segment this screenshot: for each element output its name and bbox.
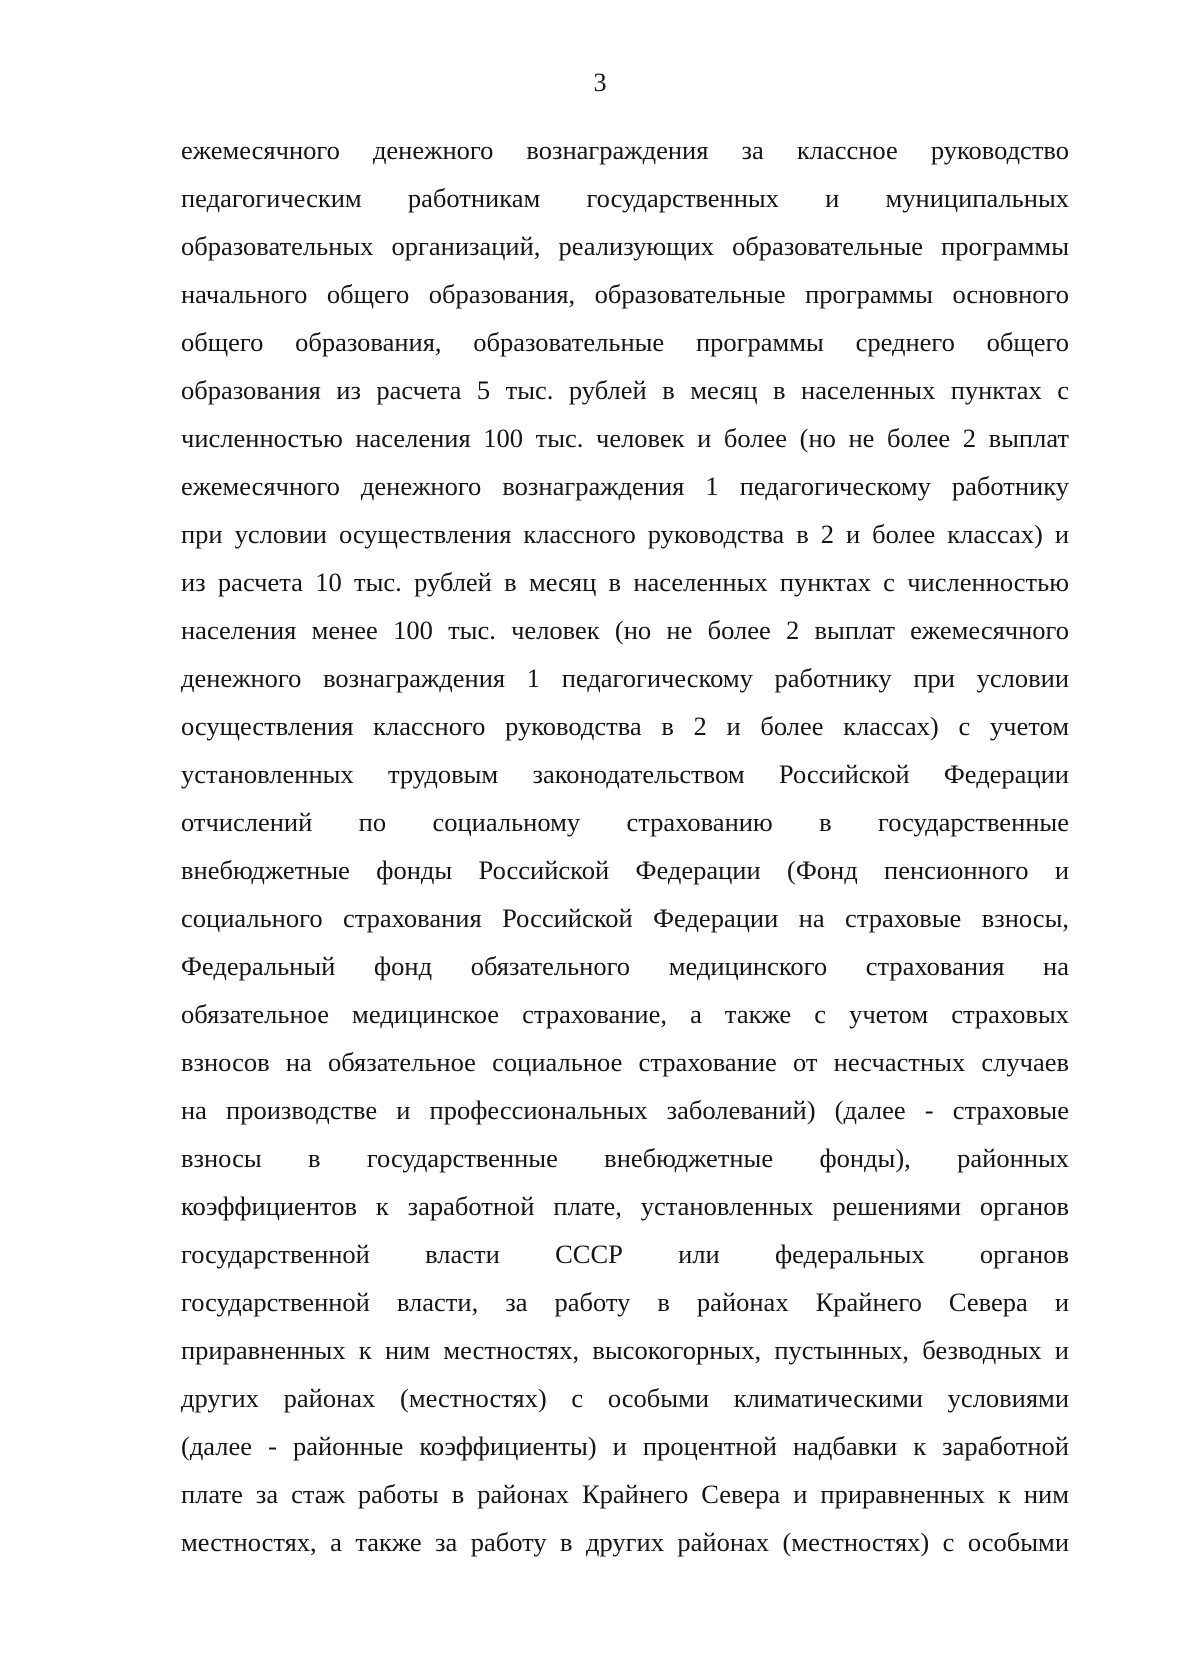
text-line: плате за стаж работы в районах Крайнего Севера и приравненных к ним <box>181 1479 1069 1509</box>
text-line: населения менее 100 тыс. человек (но не более 2 выплат ежемесячного <box>181 615 1069 645</box>
text-line: государственной власти, за работу в районах Крайнего Севера и <box>181 1287 1069 1317</box>
body-text <box>181 126 1069 1566</box>
text-line: обязательное медицинское страхование, а также с учетом страховых <box>181 999 1069 1029</box>
text-line: при условии осуществления классного руководства в 2 и более классах) и <box>181 519 1069 549</box>
text-line: коэффициентов к заработной плате, установленных решениями органов <box>181 1191 1069 1221</box>
text-line: отчислений по социальному страхованию в государственные <box>181 807 1069 837</box>
text-line: Федеральный фонд обязательного медицинского страхования на <box>181 951 1069 981</box>
text-line: педагогическим работникам государственных и муниципальных <box>181 183 1069 213</box>
text-line: образовательных организаций, реализующих образовательные программы <box>181 231 1069 261</box>
text-line: осуществления классного руководства в 2 и более классах) с учетом <box>181 711 1069 741</box>
text-line: образования из расчета 5 тыс. рублей в месяц в населенных пунктах с <box>181 375 1069 405</box>
text-line: начального общего образования, образовательные программы основного <box>181 279 1069 309</box>
text-line: государственной власти СССР или федеральных органов <box>181 1239 1069 1269</box>
text-line: социального страхования Российской Федерации на страховые взносы, <box>181 903 1069 933</box>
text-line: взносов на обязательное социальное страхование от несчастных случаев <box>181 1047 1069 1077</box>
text-line: установленных трудовым законодательством Российской Федерации <box>181 759 1069 789</box>
text-line: ежемесячного денежного вознаграждения 1 педагогическому работнику <box>181 471 1069 501</box>
text-line: ежемесячного денежного вознаграждения за классное руководство <box>181 135 1069 165</box>
text-line: других районах (местностях) с особыми климатическими условиями <box>181 1383 1069 1413</box>
text-line: местностях, а также за работу в других районах (местностях) с особыми <box>181 1527 1069 1557</box>
text-line: взносы в государственные внебюджетные фонды), районных <box>181 1143 1069 1173</box>
text-line: (далее - районные коэффициенты) и процентной надбавки к заработной <box>181 1431 1069 1461</box>
text-line: из расчета 10 тыс. рублей в месяц в населенных пунктах с численностью <box>181 567 1069 597</box>
text-line: численностью населения 100 тыс. человек и более (но не более 2 выплат <box>181 423 1069 453</box>
text-line: общего образования, образовательные программы среднего общего <box>181 327 1069 357</box>
text-line: внебюджетные фонды Российской Федерации (Фонд пенсионного и <box>181 855 1069 885</box>
text-line: приравненных к ним местностях, высокогорных, пустынных, безводных и <box>181 1335 1069 1365</box>
text-line: на производстве и профессиональных заболеваний) (далее - страховые <box>181 1095 1069 1125</box>
page-number: 3 <box>593 68 607 97</box>
text-line: денежного вознаграждения 1 педагогическому работнику при условии <box>181 663 1069 693</box>
